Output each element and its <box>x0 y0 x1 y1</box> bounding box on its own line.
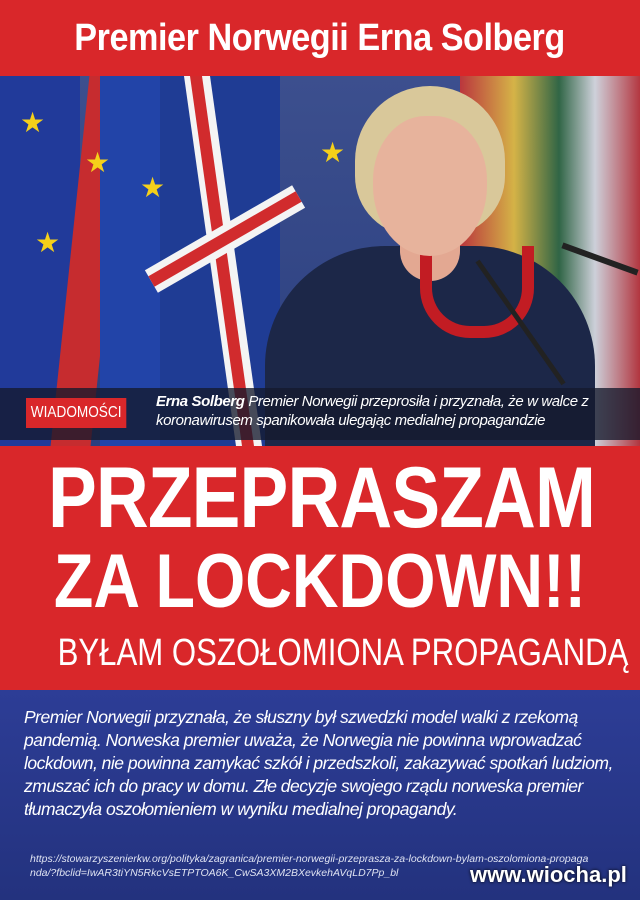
headline-line-2: ZA LOCKDOWN!! <box>53 539 587 624</box>
subheadline: BYŁAM OSZOŁOMIONA PROPAGANDĄ <box>57 632 629 674</box>
caption-name: Erna Solberg <box>156 393 245 410</box>
news-badge: WIADOMOŚCI <box>26 398 126 428</box>
star-icon: ★ <box>35 227 61 258</box>
star-icon: ★ <box>20 107 46 138</box>
caption-body: Premier Norwegii przeprosiła i przyznała, że w walce z koronawirusem spanikowała ulegając medialnej propagandzie <box>156 393 589 429</box>
caption-text <box>156 392 634 430</box>
source-url: https://stowarzyszenierkw.org/polityka/zagranica/premier-norwegii-przeprasza-za-lockdown-bylam-oszolomiona-propaganda/?fbclid=IwAR3tiYN5RkcVsETPTOA6K_CwSA3XM2BXevkehAVqLD7Pp_bl <box>30 853 589 879</box>
star-icon: ★ <box>85 147 111 178</box>
header-bar <box>0 0 640 76</box>
star-icon: ★ <box>320 137 346 168</box>
body-text: Premier Norwegii przyznała, że słuszny był szwedzki model walki z rzekomą pandemią. Norweska premier uważa, że Norwegia nie powinna wprowadzać lockdown, nie powinna zamykać szkół i przedszkoli, zakazywać spotkań ludziom, zmuszać ich do pracy w domu. Złe decyzje swojego rządu norweska premier tłumaczyła oszołomieniem w wyniku medialnej propagandy. <box>24 707 613 819</box>
watermark: www.wiocha.pl <box>470 862 627 887</box>
headline-line-1: PRZEPRASZAM <box>48 450 596 546</box>
star-icon: ★ <box>140 172 166 203</box>
page-title: Premier Norwegii Erna Solberg <box>74 16 566 59</box>
face <box>373 116 487 256</box>
